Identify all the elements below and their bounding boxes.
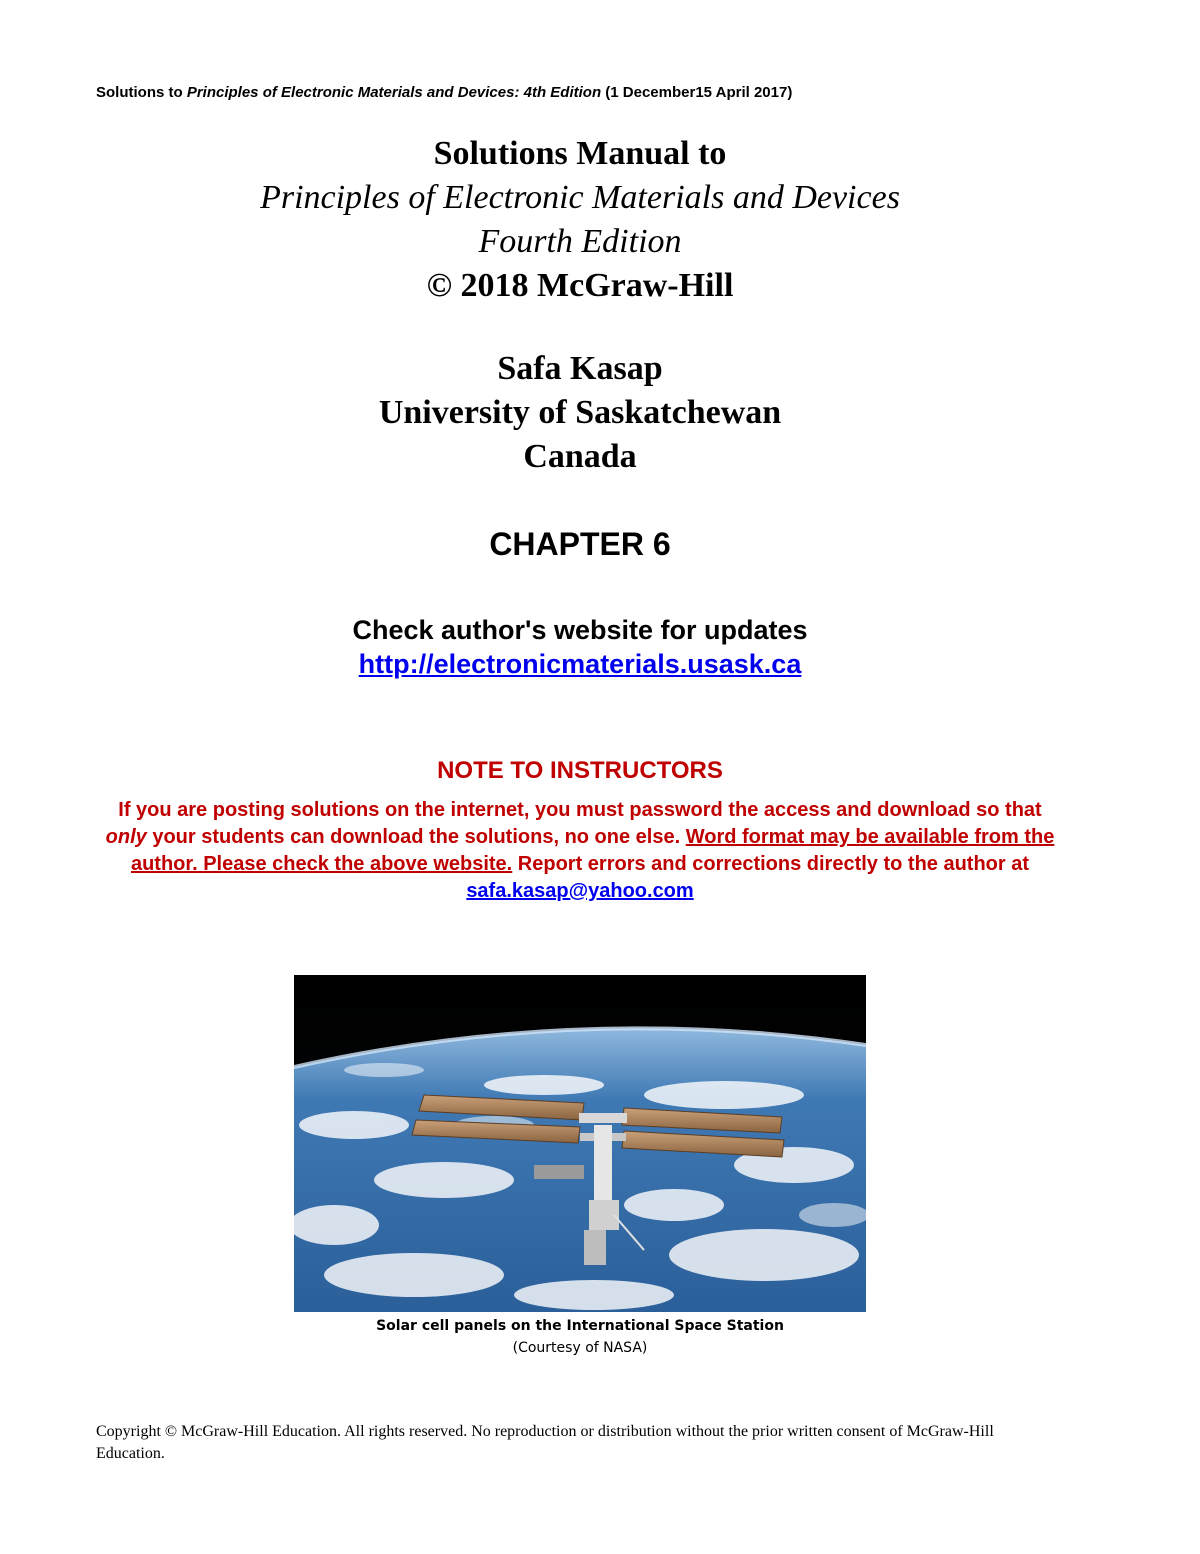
note-body [96,797,1064,905]
updates-block [0,613,1160,681]
title-line-2: Principles of Electronic Materials and Devices [260,179,900,216]
updates-text: Check author's website for updates [352,615,808,645]
header-book-title: Principles of Electronic Materials and Devices: 4th Edition [186,84,602,101]
header-prefix: Solutions to [96,84,187,101]
figure-caption [0,1315,1160,1359]
copyright-notice: Copyright © McGraw-Hill Education. All rights reserved. No reproduction or distribution without the prior written consent of McGraw-Hill Education. [96,1423,994,1462]
note-text-2: your students can download the solutions, no one else. [146,826,686,848]
space-station-photo [294,975,866,1312]
title-line-4: © 2018 McGraw-Hill [426,267,734,304]
author-university: University of Saskatchewan [378,394,782,431]
caption-line-1: Solar cell panels on the International Space Station [376,1318,784,1334]
title-line-3: Fourth Edition [478,223,682,260]
author-block [0,347,1160,479]
caption-line-2: (Courtesy of NASA) [512,1340,648,1356]
website-link[interactable]: http://electronicmaterials.usask.ca [358,649,802,679]
title-block [0,132,1160,308]
note-title: NOTE TO INSTRUCTORS [437,757,723,784]
title-line-1: Solutions Manual to [433,135,727,172]
chapter-heading: CHAPTER 6 [489,526,671,562]
header-date: (1 December15 April 2017) [601,84,793,101]
space-station-illustration [294,975,866,1312]
note-emphasis: only [105,826,147,848]
note-underlined: Word format may be available from the author. Please check the above website. [130,826,1055,875]
email-link[interactable]: safa.kasap@yahoo.com [466,880,694,902]
note-text-1: If you are posting solutions on the internet, you must password the access and download so that [118,799,1042,821]
running-header [96,84,792,101]
note-text-3: Report errors and corrections directly to the author at [512,853,1030,875]
author-country: Canada [523,438,637,475]
author-name: Safa Kasap [497,350,663,387]
